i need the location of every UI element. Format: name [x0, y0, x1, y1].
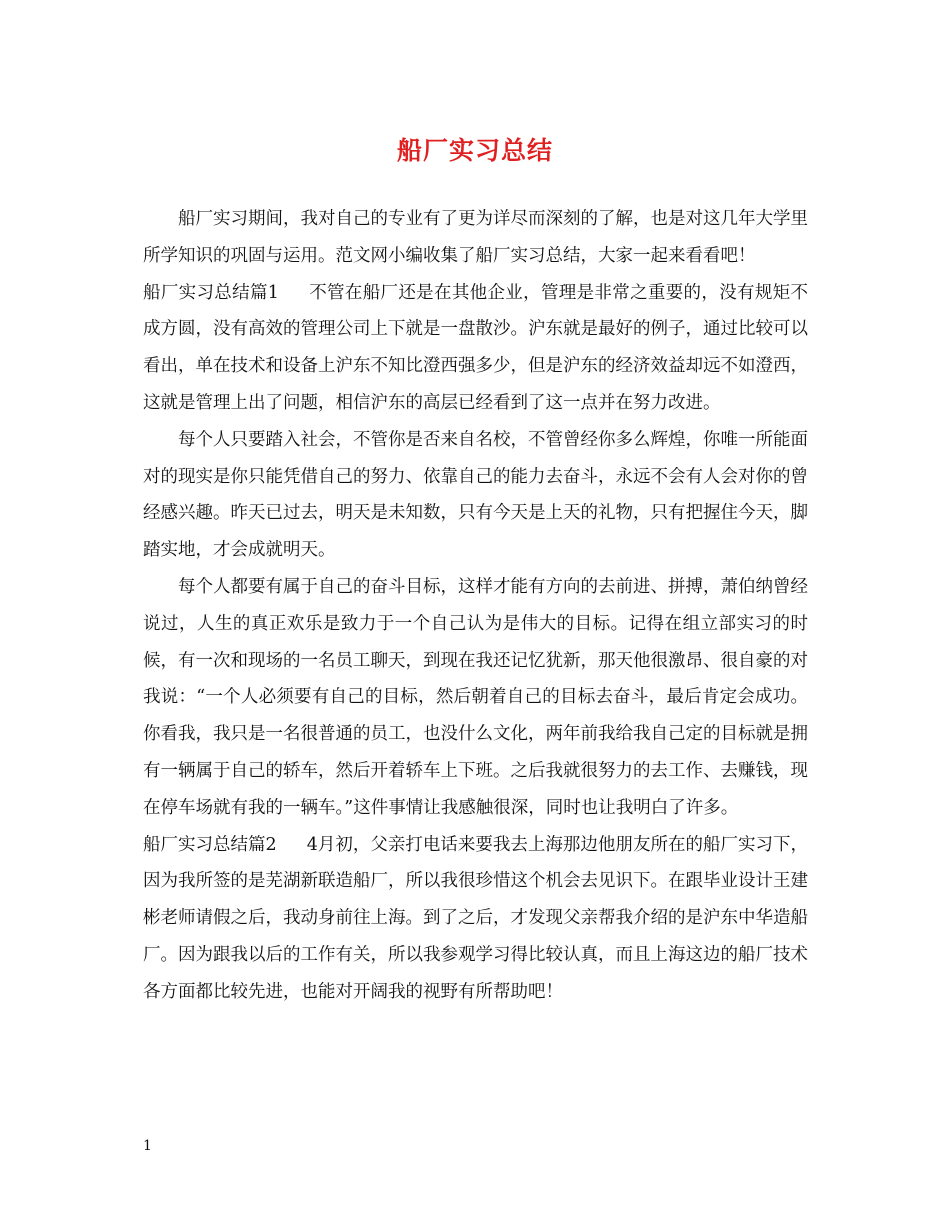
section-2-text: 4月初，父亲打电话来要我去上海那边他朋友所在的船厂实习下，因为我所签的是芜湖新联造船厂，所以我很珍惜这个机会去见识下。在跟毕业设计王建彬老师请假之后，我动身前往上海。到了之后，才发现父亲帮我介绍的是沪东中华造船厂。因为跟我以后的工作有关，所以我参观学习得比较认真，而且上海这边的船厂技术各方面都比较先进，也能对开阔我的视野有所帮助吧！ — [143, 834, 808, 1002]
paragraph-intro: 船厂实习期间，我对自己的专业有了更为详尽而深刻的了解，也是对这几年大学里所学知识的巩固与运用。范文网小编收集了船厂实习总结，大家一起来看看吧！ — [143, 209, 808, 266]
page-number: 1 — [143, 1138, 152, 1154]
document-body — [143, 201, 808, 1011]
section-1-text: 不管在船厂还是在其他企业，管理是非常之重要的，没有规矩不成方圆，没有高效的管理公司上下就是一盘散沙。沪东就是最好的例子，通过比较可以看出，单在技术和设备上沪东不知比澄西强多少，但是沪东的经济效益却远不如澄西，这就是管理上出了问题，相信沪东的高层已经看到了这一点并在努力改进。 — [143, 282, 808, 413]
section-heading-1: 船厂实习总结篇1 — [143, 282, 279, 303]
document-title: 船厂实习总结 — [396, 136, 553, 165]
section-heading-2: 船厂实习总结篇2 — [143, 834, 277, 855]
paragraph-section-1 — [143, 275, 808, 422]
paragraph-society: 每个人只要踏入社会，不管你是否来自名校，不管曾经你多么辉煌，你唯一所能面对的现实是你只能凭借自己的努力、依靠自己的能力去奋斗，永远不会有人会对你的曾经感兴趣。昨天已过去，明天是未知数，只有今天是上天的礼物，只有把握住今天，脚踏实地，才会成就明天。 — [143, 429, 808, 561]
paragraph-section-2 — [143, 827, 808, 1011]
paragraph-goals: 每个人都要有属于自己的奋斗目标，这样才能有方向的去前进、拼搏，萧伯纳曾经说过，人生的真正欢乐是致力于一个自己认为是伟大的目标。记得在组立部实习的时候，有一次和现场的一名员工聊天，到现在我还记忆犹新，那天他很激昂、很自豪的对我说：“一个人必须要有自己的目标，然后朝着自己的目标去奋斗，最后肯定会成功。你看我，我只是一名很普通的员工，也没什么文化，两年前我给我自己定的目标就是拥有一辆属于自己的轿车，然后开着轿车上下班。之后我就很努力的去工作、去赚钱，现在停车场就有我的一辆车。”这件事情让我感触很深，同时也让我明白了许多。 — [143, 576, 808, 818]
